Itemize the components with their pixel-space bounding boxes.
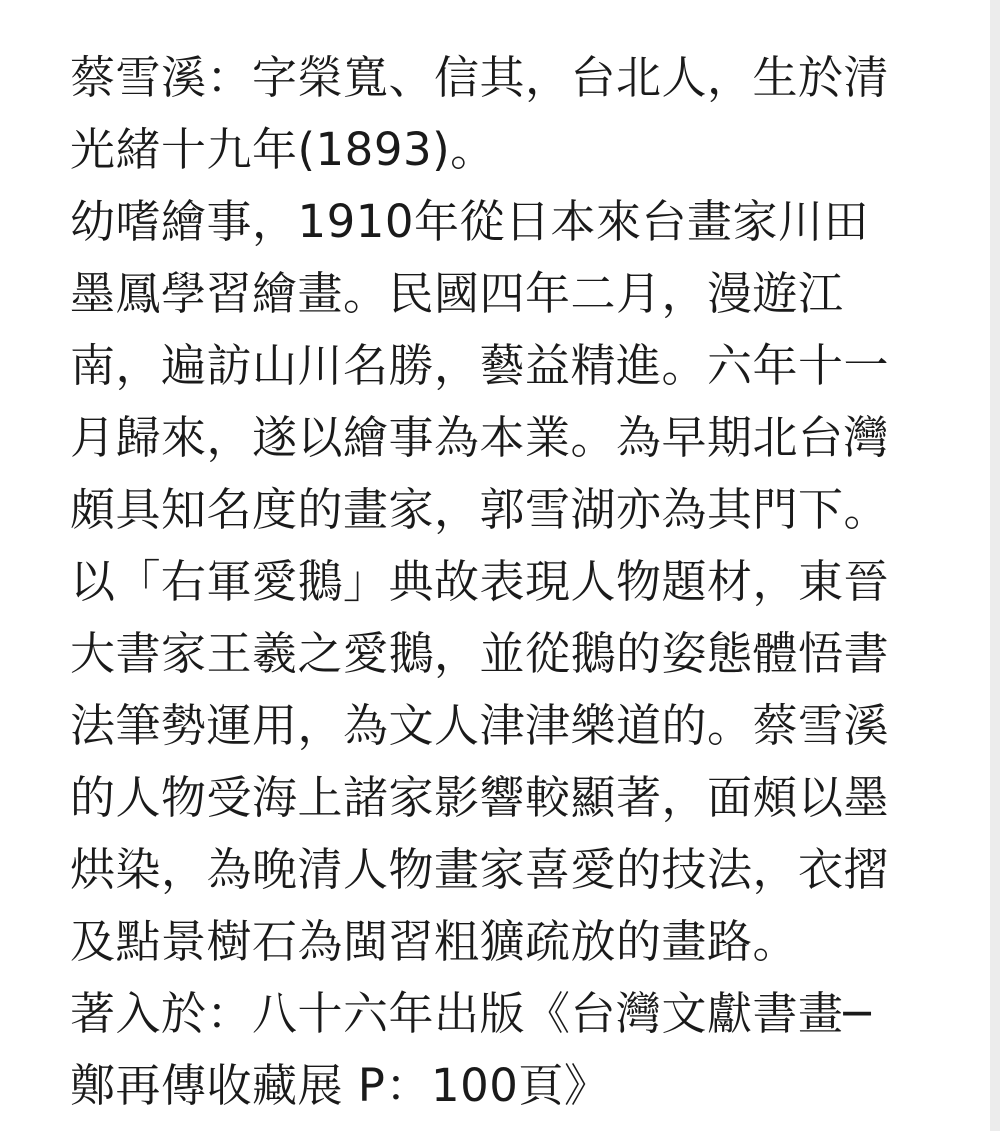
text-line: 蔡雪溪：字榮寬、信其，台北人，生於清	[70, 51, 890, 104]
text-line: 烘染，為晚清人物畫家喜愛的技法，衣摺	[70, 843, 890, 896]
article-text	[70, 42, 930, 1122]
text-line: 及點景樹石為閩習粗獷疏放的畫路。	[70, 915, 799, 968]
text-line: 法筆勢運用，為文人津津樂道的。蔡雪溪	[70, 699, 890, 752]
text-line: 鄭再傳收藏展 P：100頁》	[70, 1059, 610, 1112]
text-line: 墨鳳學習繪畫。民國四年二月，漫遊江	[70, 267, 844, 320]
text-line: 著入於：八十六年出版《台灣文獻書畫─	[70, 987, 872, 1040]
text-line: 以「右軍愛鵝」典故表現人物題材，東晉	[70, 555, 890, 608]
text-line: 的人物受海上諸家影響較顯著，面頰以墨	[70, 771, 890, 824]
text-line: 南，遍訪山川名勝，藝益精進。六年十一	[70, 339, 890, 392]
text-line: 頗具知名度的畫家，郭雪湖亦為其門下。	[70, 483, 890, 536]
text-line: 月歸來，遂以繪事為本業。為早期北台灣	[70, 411, 890, 464]
text-line: 光緒十九年(1893)。	[70, 123, 496, 176]
text-line: 幼嗜繪事，1910年從日本來台畫家川田	[70, 195, 870, 248]
page-edge-strip	[990, 0, 1000, 1131]
text-line: 大書家王羲之愛鵝，並從鵝的姿態體悟書	[70, 627, 890, 680]
